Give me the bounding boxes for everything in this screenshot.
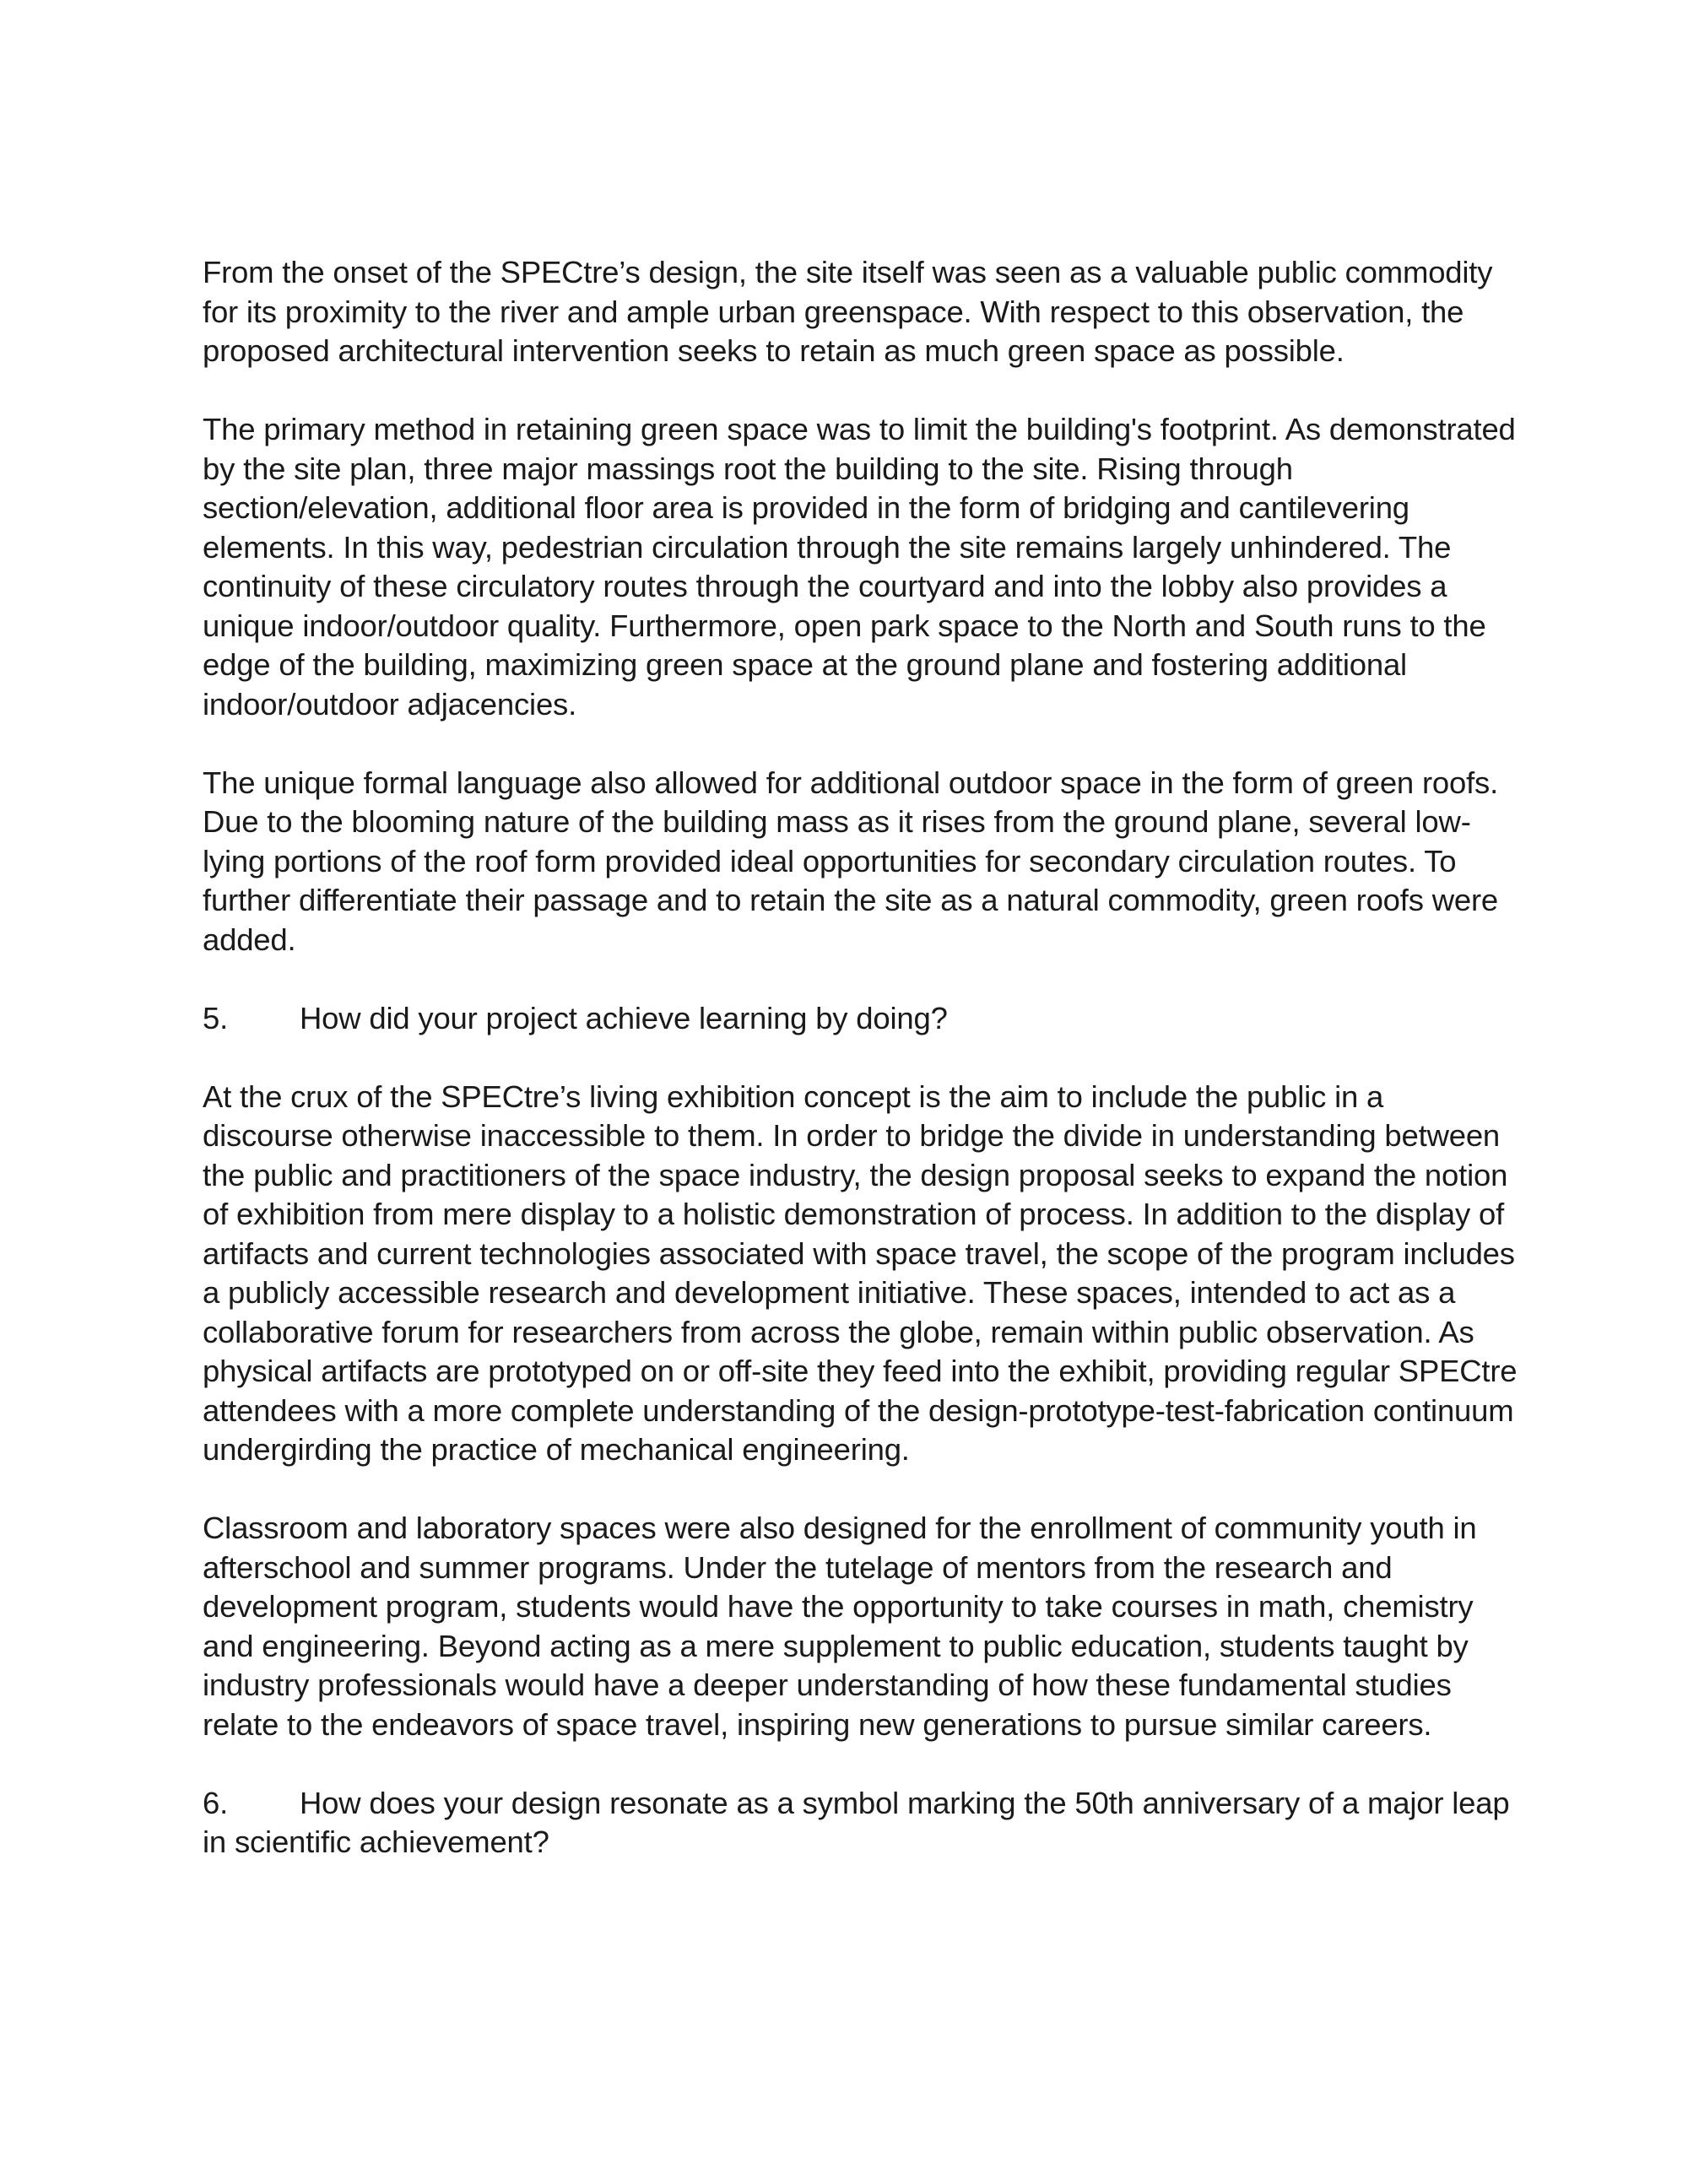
paragraph-site-commodity: From the onset of the SPECtre’s design, the site itself was seen as a valuable public commodity for its proximity to the river and ample urban greenspace. With respect to this observation, the proposed architectural intervention seeks to retain as much green space as possible. [203,255,1493,368]
question-6-number: 6. [203,1785,229,1820]
paragraph-building-footprint: The primary method in retaining green space was to limit the building's footprint. As demonstrated by the site plan, three major massings root the building to the site. Rising through section/elevation, additional floor area is provided in the form of bridging and cantilevering elements. In this way, pedestrian circulation through the site remains largely unhindered. The continuity of these circulatory routes through the courtyard and into the lobby also provides a unique indoor/outdoor quality. Furthermore, open park space to the North and South runs to the edge of the building, maximizing green space at the ground plane and fostering additional indoor/outdoor adjacencies. [203,412,1516,722]
paragraph-green-roofs: The unique formal language also allowed for additional outdoor space in the form of green roofs. Due to the blooming nature of the building mass as it rises from the ground plane, several low-lying portions of the roof form provided ideal opportunities for secondary circulation routes. To further differentiate their passage and to retain the site as a natural commodity, green roofs were added. [203,765,1499,957]
question-5-number: 5. [203,1000,229,1035]
question-5 [203,999,1519,1039]
question-6 [203,1784,1519,1862]
question-5-text: How did your project achieve learning by doing? [300,1000,948,1035]
question-6-text: How does your design resonate as a symbol marking the 50th anniversary of a major leap in scientific achievement? [203,1785,1510,1859]
paragraph-living-exhibition: At the crux of the SPECtre’s living exhibition concept is the aim to include the public in a discourse otherwise inaccessible to them. In order to bridge the divide in understanding between the public and practitioners of the space industry, the design proposal seeks to expand the notion of exhibition from mere display to a holistic demonstration of process. In addition to the display of artifacts and current technologies associated with space travel, the scope of the program includes a publicly accessible research and development initiative. These spaces, intended to act as a collaborative forum for researchers from across the globe, remain within public observation. As physical artifacts are prototyped on or off-site they feed into the exhibit, providing regular SPECtre attendees with a more complete understanding of the design-prototype-test-fabrication continuum undergirding the practice of mechanical engineering. [203,1078,1518,1467]
document-body [203,253,1519,1901]
paragraph-classroom-programs: Classroom and laboratory spaces were also designed for the enrollment of community youth in afterschool and summer programs. Under the tutelage of mentors from the research and development program, students would have the opportunity to take courses in math, chemistry and engineering. Beyond acting as a mere supplement to public education, students taught by industry professionals would have a deeper understanding of how these fundamental studies relate to the endeavors of space travel, inspiring new generations to pursue similar careers. [203,1511,1477,1742]
